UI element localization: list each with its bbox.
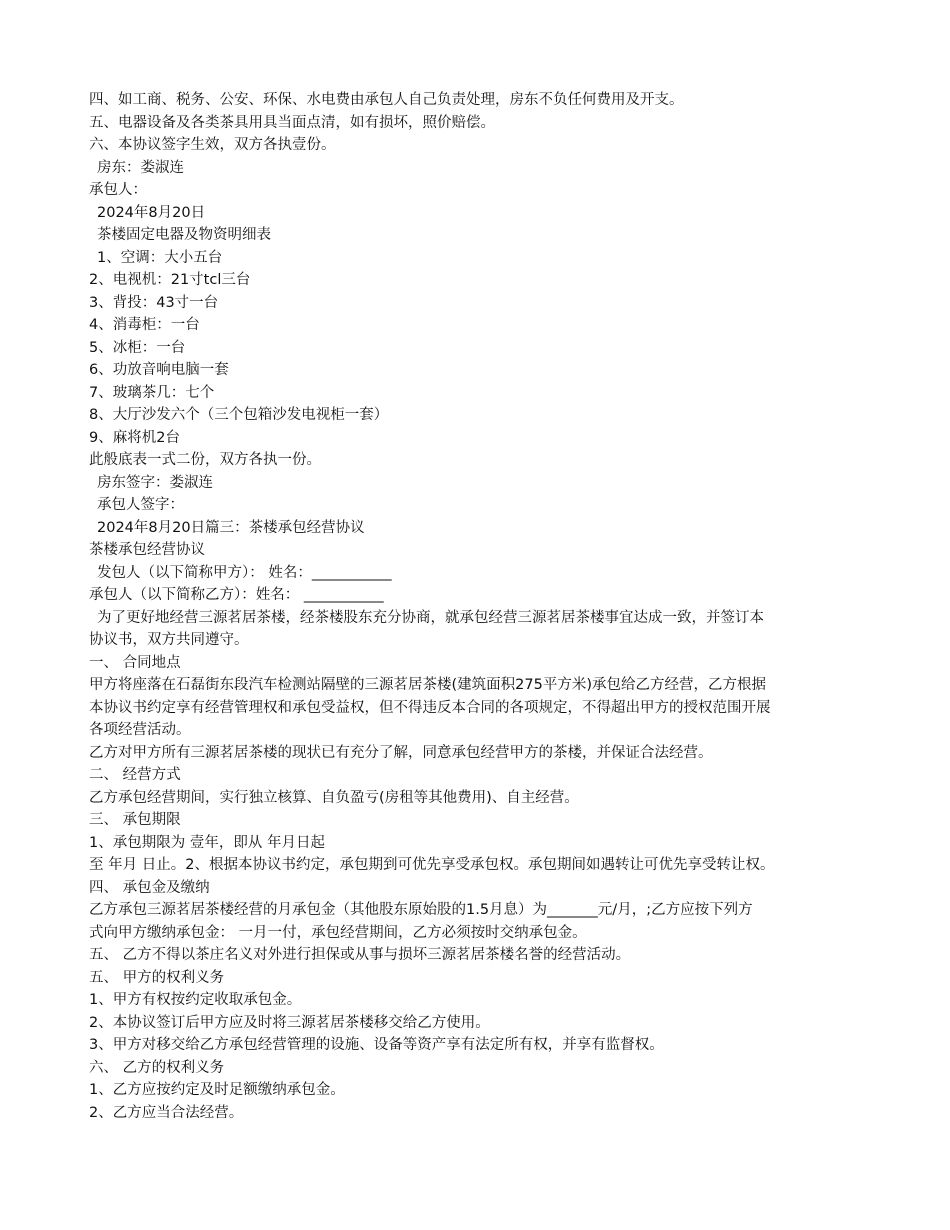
text-line: 5、冰柜：一台 — [89, 339, 186, 356]
text-line: 乙方对甲方所有三源茗居茶楼的现状已有充分了解，同意承包经营甲方的茶楼，并保证合法经营。 — [89, 744, 713, 761]
text-line: 五、 甲方的权利义务 — [89, 969, 225, 986]
text-line: 房东：娄淑连 — [97, 159, 184, 176]
text-line: 五、电器设备及各类茶具用具当面点清，如有损坏，照价赔偿。 — [89, 114, 495, 131]
text-line: 承包人签字： — [97, 497, 184, 513]
text-line: 茶楼承包经营协议 — [89, 542, 205, 558]
text-line: 1、空调：大小五台 — [97, 249, 223, 266]
text-line: 二、 经营方式 — [89, 767, 181, 783]
text-line: 各项经营活动。 — [89, 722, 191, 738]
text-line: 1、甲方有权按约定收取承包金。 — [89, 992, 302, 1008]
text-line: 本协议书约定享有经营管理权和承包受益权，但不得违反本合同的各项规定，不得超出甲方的授权范围开展 — [89, 699, 771, 716]
text-line: 四、 承包金及缴纳 — [89, 879, 210, 896]
text-line: 协议书，双方共同遵守。 — [89, 632, 249, 648]
text-line: 五、 乙方不得以茶庄名义对外进行担保或从事与损坏三源茗居茶楼名誉的经营活动。 — [89, 947, 631, 963]
text-line: 六、本协议签字生效，双方各执壹份。 — [89, 137, 336, 153]
text-line: 3、背投：43寸一台 — [89, 294, 219, 311]
text-line: 乙方承包三源茗居茶楼经营的月承包金（其他股东原始股的1.5月息）为_______元/月，;乙方应按下列方 — [89, 902, 753, 918]
text-line: 2024年8月20日篇三：茶楼承包经营协议 — [97, 519, 365, 536]
text-line: 2、乙方应当合法经营。 — [89, 1104, 244, 1121]
text-line: 此般底表一式二份，双方各执一份。 — [89, 452, 321, 468]
text-line: 一、 合同地点 — [89, 654, 181, 671]
text-line: 至 年月 日止。2、根据本协议书约定，承包期到可优先享受承包权。承包期间如遇转让可优先享受转让权。 — [89, 857, 775, 873]
text-line: 2024年8月20日 — [97, 204, 206, 221]
text-line: 1、承包期限为 壹年，即从 年月日起 — [89, 834, 325, 851]
text-line: 三、 承包期限 — [89, 812, 181, 828]
text-line: 3、甲方对移交给乙方承包经营管理的设施、设备等资产享有法定所有权，并享有监督权。 — [89, 1037, 664, 1053]
text-line: 承包人（以下简称乙方）：姓名： ___________ — [89, 587, 384, 603]
text-line: 房东签字：娄淑连 — [97, 474, 213, 491]
document-body — [89, 89, 879, 1124]
text-line: 9、麻将机2台 — [89, 429, 180, 446]
text-line: 为了更好地经营三源茗居茶楼，经茶楼股东充分协商，就承包经营三源茗居茶楼事宜达成一致，并签订本 — [97, 609, 764, 626]
text-line: 六、 乙方的权利义务 — [89, 1059, 225, 1076]
text-line: 2、电视机：21寸tcl三台 — [89, 272, 251, 288]
text-line: 甲方将座落在石磊街东段汽车检测站隔壁的三源茗居茶楼(建筑面积275平方米)承包给乙方经营，乙方根据 — [89, 677, 766, 693]
text-line: 1、乙方应按约定及时足额缴纳承包金。 — [89, 1082, 345, 1098]
text-line: 乙方承包经营期间，实行独立核算、自负盈亏(房租等其他费用)、自主经营。 — [89, 789, 579, 806]
text-line: 承包人： — [89, 182, 147, 198]
text-line: 四、如工商、税务、公安、环保、水电费由承包人自己负责处理，房东不负任何费用及开支。 — [89, 92, 684, 108]
text-line: 4、消毒柜：一台 — [89, 317, 200, 333]
text-line: 6、功放音响电脑一套 — [89, 362, 229, 378]
text-line: 7、玻璃茶几：七个 — [89, 384, 215, 401]
text-line: 2、本协议签订后甲方应及时将三源茗居茶楼移交给乙方使用。 — [89, 1014, 490, 1031]
text-line: 发包人（以下简称甲方）： 姓名：___________ — [97, 564, 392, 581]
text-line: 式向甲方缴纳承包金： 一月一付，承包经营期间，乙方必须按时交纳承包金。 — [89, 924, 587, 941]
text-line: 茶楼固定电器及物资明细表 — [97, 227, 271, 243]
text-line: 8、大厅沙发六个（三个包箱沙发电视柜一套） — [89, 407, 389, 423]
